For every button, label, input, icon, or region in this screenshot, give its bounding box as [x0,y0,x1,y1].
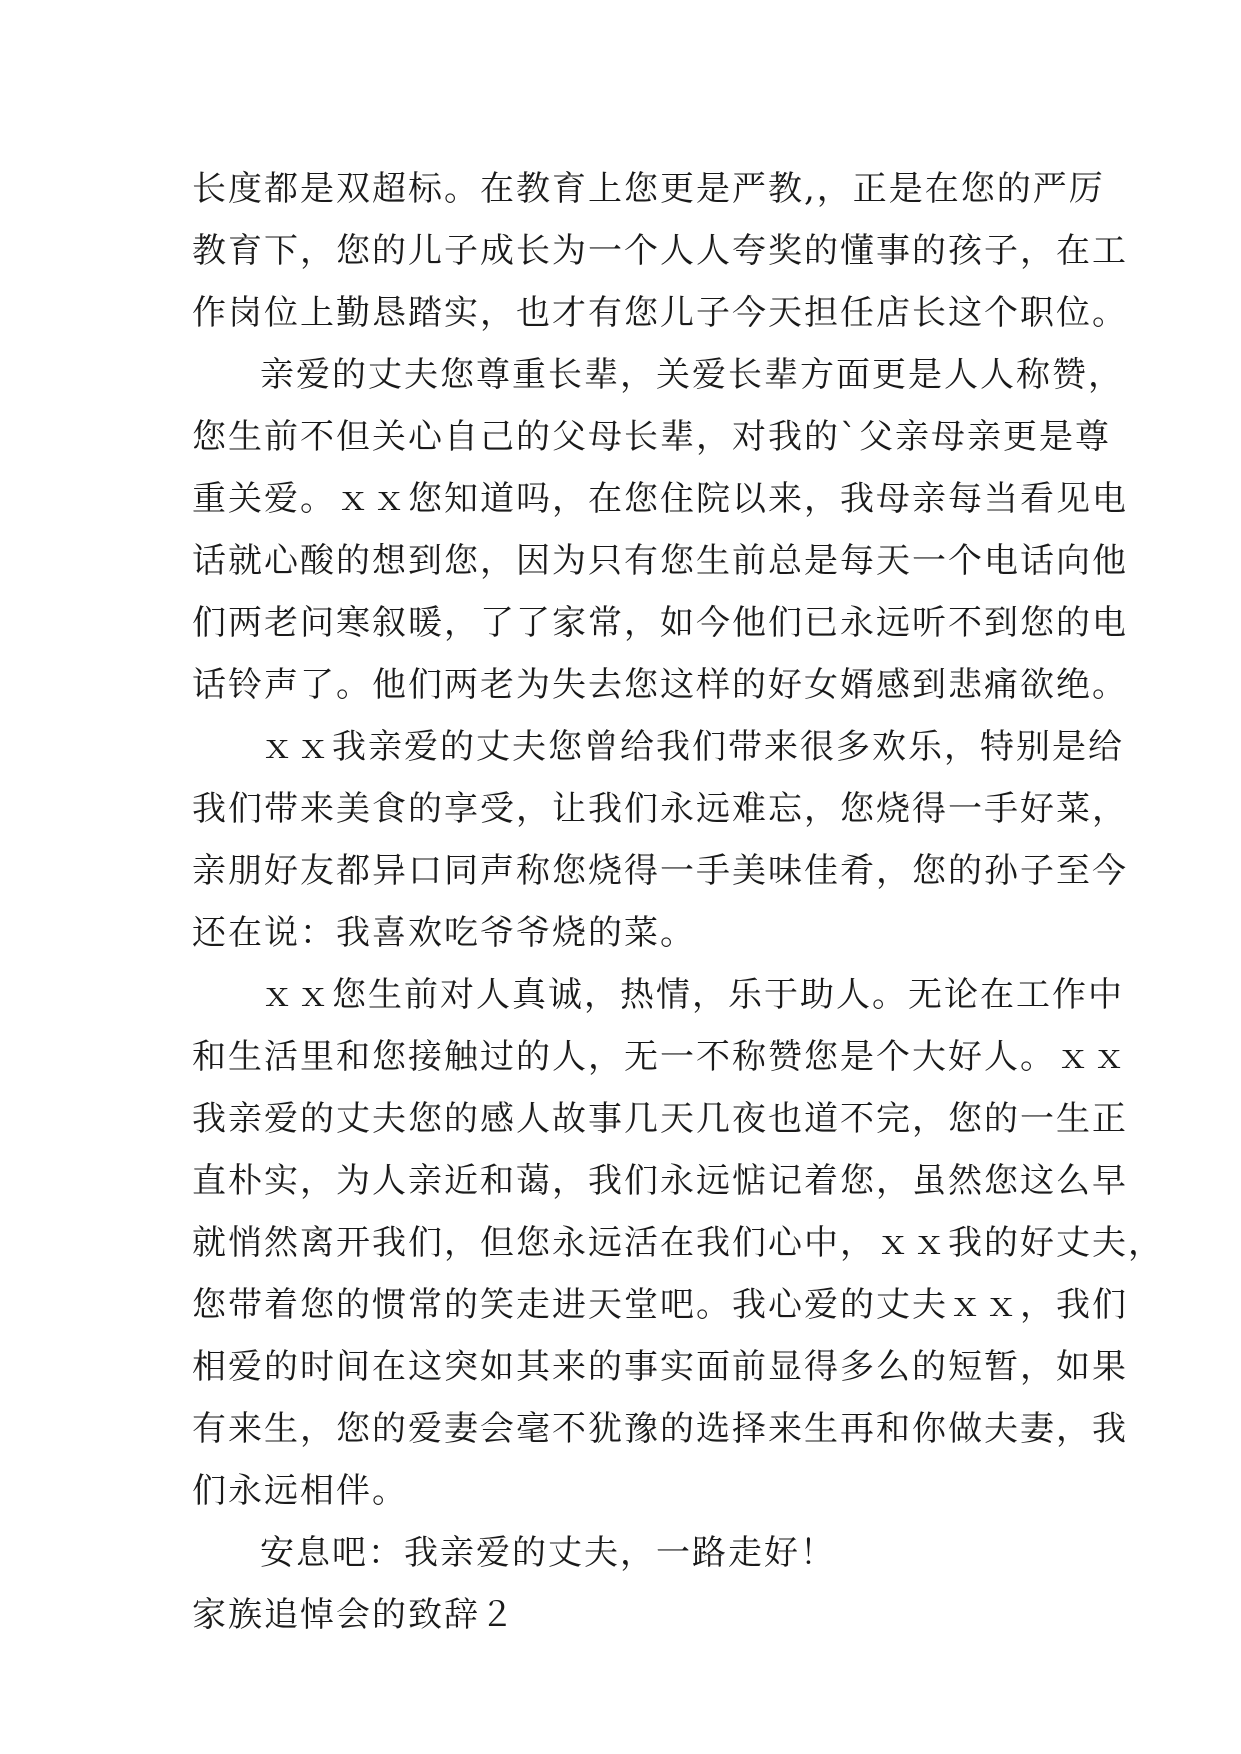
text-line: 相爱的时间在这突如其来的事实面前显得多么的短暂，如果 [192,1347,1128,1387]
text-line: 您生前不但关心自己的父母长辈，对我的`父亲母亲更是尊 [192,417,1111,457]
text-line: 教育下，您的儿子成长为一个人人夸奖的懂事的孩子，在工 [192,231,1128,271]
text-line: 直朴实，为人亲近和蔼，我们永远惦记着您，虽然您这么早 [192,1161,1128,1201]
text-line: 话铃声了。他们两老为失去您这样的好女婿感到悲痛欲绝。 [192,665,1128,705]
paragraph-start-line: ｘｘ我亲爱的丈夫您曾给我们带来很多欢乐，特别是给 [260,727,1124,767]
text-line: 话就心酸的想到您，因为只有您生前总是每天一个电话向他 [192,541,1128,581]
text-line: 有来生，您的爱妻会毫不犹豫的选择来生再和你做夫妻，我 [192,1409,1128,1449]
text-line: 们两老问寒叙暖，了了家常，如今他们已永远听不到您的电 [192,603,1128,643]
text-line: 亲朋好友都异口同声称您烧得一手美味佳肴，您的孙子至今 [192,851,1128,891]
text-line: 作岗位上勤恳踏实，也才有您儿子今天担任店长这个职位。 [192,293,1128,333]
closing-line: 安息吧：我亲爱的丈夫，一路走好！ [260,1533,836,1573]
text-line: 长度都是双超标。在教育上您更是严教,，正是在您的严厉 [192,169,1105,209]
paragraph-start-line: ｘｘ您生前对人真诚，热情，乐于助人。无论在工作中 [260,975,1124,1015]
text-line: 重关爱。ｘｘ您知道吗，在您住院以来，我母亲每当看见电 [192,479,1128,519]
text-line: 们永远相伴。 [192,1471,408,1511]
text-line: 就悄然离开我们，但您永远活在我们心中，ｘｘ我的好丈夫， [192,1223,1164,1263]
text-line: 和生活里和您接触过的人，无一不称赞您是个大好人。ｘｘ [192,1037,1128,1077]
text-line: 还在说：我喜欢吃爷爷烧的菜。 [192,913,696,953]
text-line: 您带着您的惯常的笑走进天堂吧。我心爱的丈夫ｘｘ，我们 [192,1285,1128,1325]
paragraph-start-line: 亲爱的丈夫您尊重长辈，关爱长辈方面更是人人称赞， [260,355,1124,395]
text-line: 我们带来美食的享受，让我们永远难忘，您烧得一手好菜， [192,789,1128,829]
document-body [192,158,1164,1646]
section-heading: 家族追悼会的致辞２ [192,1595,516,1635]
text-line: 我亲爱的丈夫您的感人故事几天几夜也道不完，您的一生正 [192,1099,1128,1139]
